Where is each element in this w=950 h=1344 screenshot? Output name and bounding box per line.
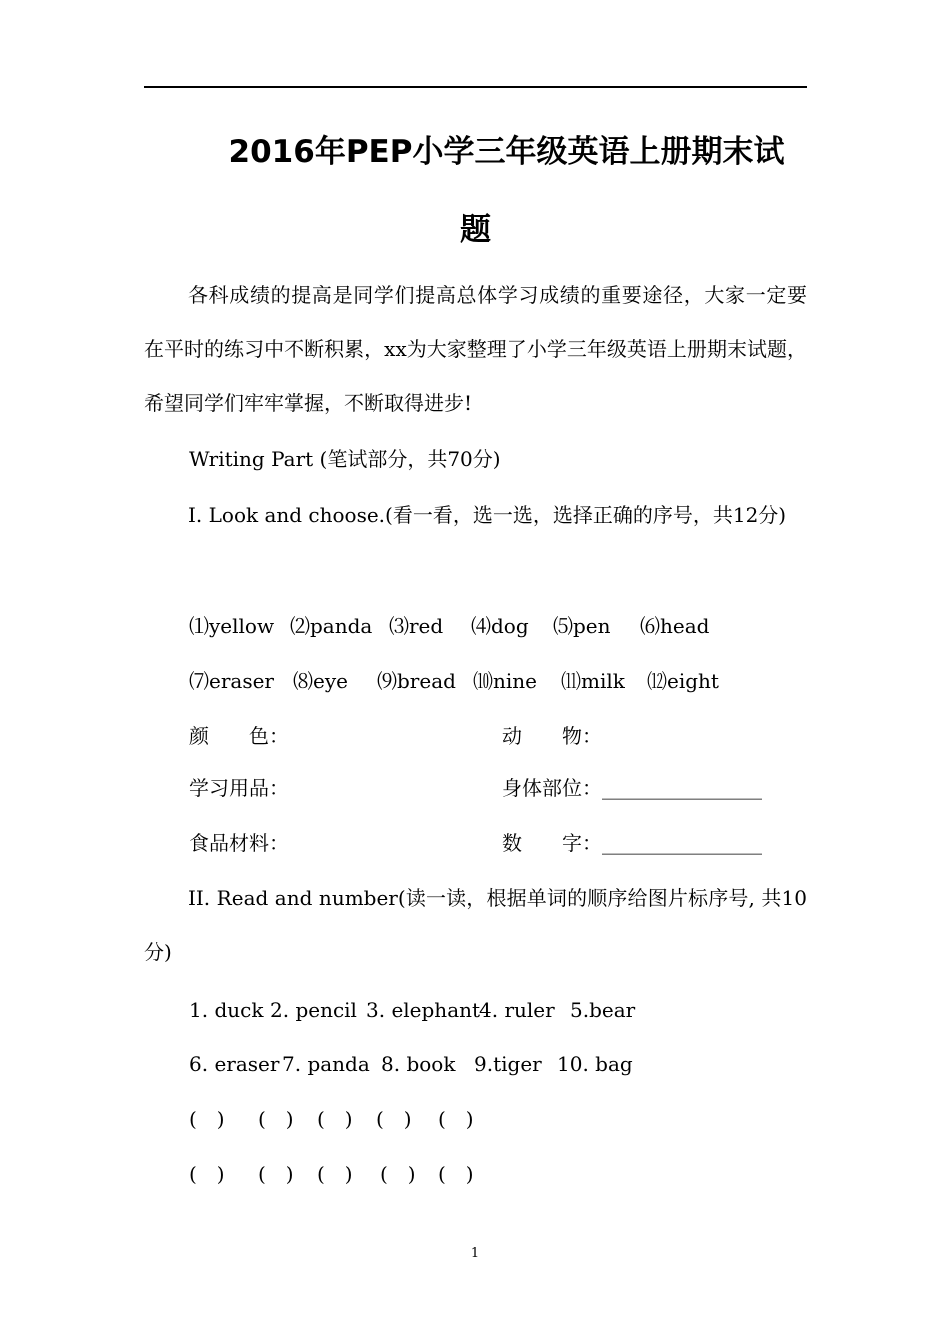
category-color: 颜 色： [189, 724, 289, 748]
word-item: ⑾milk [561, 669, 625, 693]
word-item: ⑶red [389, 614, 444, 638]
word-item: ⑸pen [553, 614, 611, 638]
category-animal: 动 物： [502, 724, 602, 748]
page-number: 1 [470, 1246, 480, 1261]
word-item: 5.bear [570, 998, 636, 1022]
answer-blank: ( ) [258, 1162, 294, 1186]
word-item: ⑷dog [471, 614, 529, 638]
answer-blanks-row-1 [189, 1104, 474, 1134]
section1-heading: I. Look and choose.(看一看，选一选，选择正确的序号，共12分) [188, 503, 787, 527]
word-row-1 [189, 611, 709, 641]
answer-blank: ( ) [189, 1162, 225, 1186]
answer-blank: ( ) [376, 1107, 412, 1131]
category-stationery: 学习用品： [189, 776, 289, 800]
word-row-3 [189, 995, 635, 1025]
answer-blank: ( ) [317, 1162, 353, 1186]
word-item: 6. eraser [189, 1052, 280, 1076]
word-item: ⑻eye [293, 669, 348, 693]
header-rule [144, 86, 807, 88]
answer-blank: ( ) [438, 1162, 474, 1186]
writing-part-heading: Writing Part (笔试部分，共70分) [189, 447, 501, 471]
word-item: 4. ruler [479, 998, 555, 1022]
word-item: ⑿eight [647, 669, 719, 693]
word-item: 7. panda [282, 1052, 370, 1076]
word-item: ⑹head [640, 614, 710, 638]
category-body: 身体部位：________________ [502, 776, 762, 800]
document-title: 2016年PEP小学三年级英语上册期末试 [228, 134, 785, 170]
word-item: 10. bag [557, 1052, 633, 1076]
word-item: ⑼bread [377, 669, 456, 693]
answer-blank: ( ) [438, 1107, 474, 1131]
word-item: 1. duck [189, 998, 264, 1022]
document-title-continued: 题 [460, 212, 491, 248]
word-item: 2. pencil [270, 998, 357, 1022]
category-food: 食品材料： [189, 831, 289, 855]
answer-blank: ( ) [258, 1107, 294, 1131]
section2-heading: II. Read and number(读一读，根据单词的顺序给图片标序号, 共10分) [144, 886, 807, 964]
word-item: 8. book [381, 1052, 456, 1076]
word-row-4 [189, 1049, 633, 1079]
word-row-2 [189, 666, 719, 696]
answer-blank: ( ) [380, 1162, 416, 1186]
word-item: 3. elephant [366, 998, 481, 1022]
word-item: ⑽nine [473, 669, 537, 693]
word-item: ⑺eraser [189, 669, 274, 693]
answer-blank: ( ) [317, 1107, 353, 1131]
word-item: ⑵panda [290, 614, 373, 638]
intro-paragraph: 各科成绩的提高是同学们提高总体学习成绩的重要途径，大家一定要在平时的练习中不断积累，xx为大家整理了小学三年级英语上册期末试题，希望同学们牢牢掌握，不断取得进步! [144, 283, 807, 415]
category-number: 数 字：________________ [502, 831, 762, 855]
answer-blank: ( ) [189, 1107, 225, 1131]
word-item: ⑴yellow [189, 614, 275, 638]
answer-blanks-row-2 [189, 1159, 474, 1189]
word-item: 9.tiger [474, 1052, 542, 1076]
